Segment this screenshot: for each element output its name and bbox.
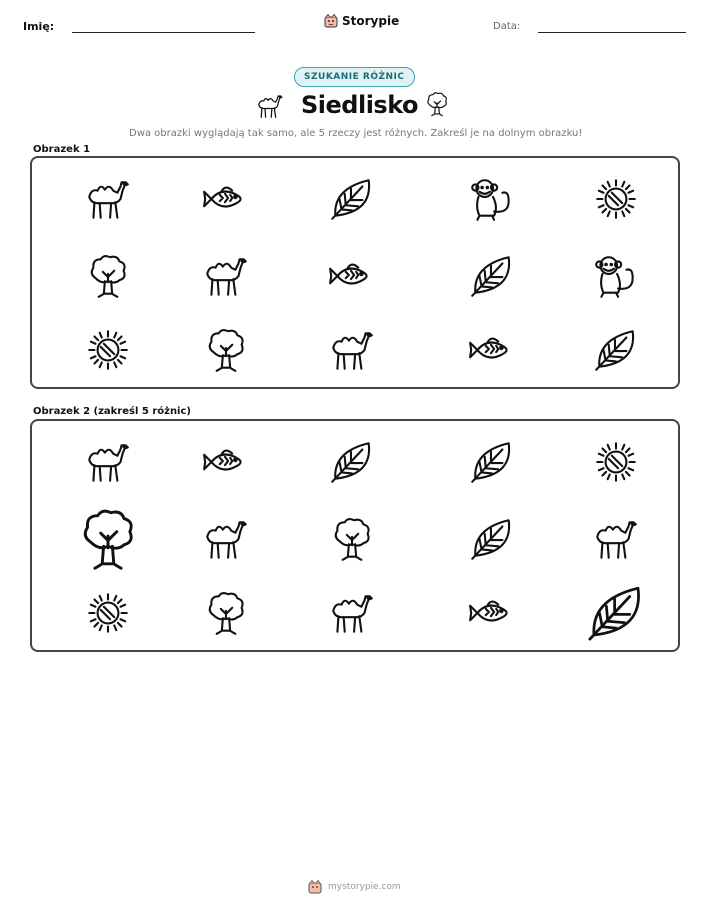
picture1-monkey-icon[interactable]: [591, 251, 641, 301]
brand-name: Storypie: [342, 14, 400, 28]
instructions: Dwa obrazki wyglądają tak samo, ale 5 rzeczy jest różnych. Zakreśl je na dolnym obrazku!: [129, 128, 583, 139]
picture2-label: Obrazek 2 (zakreśl 5 różnic): [33, 406, 191, 417]
picture1-fish-icon[interactable]: [327, 251, 377, 301]
picture1-sun-icon[interactable]: [591, 174, 641, 224]
picture1-leaf-icon[interactable]: [467, 251, 517, 301]
date-label: Data:: [493, 21, 521, 32]
picture1-camel-icon[interactable]: [83, 174, 133, 224]
brand-logo: [324, 14, 399, 28]
picture1-panel[interactable]: [30, 156, 680, 389]
picture2-tree-icon[interactable]: [73, 504, 143, 574]
title-tree-icon: [423, 89, 451, 119]
name-field[interactable]: [72, 32, 255, 33]
picture1-label: Obrazek 1: [33, 144, 91, 155]
activity-badge: SZUKANIE RÓŻNIC: [294, 67, 415, 87]
picture1-sun-icon[interactable]: [83, 325, 133, 375]
footer-site: mystorypie.com: [328, 882, 401, 892]
picture2-sun-icon[interactable]: [591, 437, 641, 487]
picture2-leaf-icon[interactable]: [327, 437, 377, 487]
picture2-camel-icon[interactable]: [327, 588, 377, 638]
picture1-tree-icon[interactable]: [201, 325, 251, 375]
page-title: Siedlisko: [301, 91, 419, 119]
picture1-camel-icon[interactable]: [327, 325, 377, 375]
name-label: Imię:: [23, 20, 55, 33]
date-field[interactable]: [538, 32, 686, 33]
footer: [308, 880, 401, 894]
picture2-camel-icon[interactable]: [83, 437, 133, 487]
title-camel-icon: [255, 91, 285, 121]
picture2-sun-icon[interactable]: [83, 588, 133, 638]
picture2-leaf-icon[interactable]: [467, 437, 517, 487]
picture1-leaf-icon[interactable]: [591, 325, 641, 375]
picture2-camel-icon[interactable]: [591, 514, 641, 564]
picture2-panel[interactable]: [30, 419, 680, 652]
picture1-camel-icon[interactable]: [201, 251, 251, 301]
picture1-monkey-icon[interactable]: [467, 174, 517, 224]
picture1-fish-icon[interactable]: [201, 174, 251, 224]
picture2-tree-icon[interactable]: [327, 514, 377, 564]
storypie-footer-icon: [308, 880, 322, 894]
picture2-camel-icon[interactable]: [201, 514, 251, 564]
picture1-tree-icon[interactable]: [83, 251, 133, 301]
picture2-leaf-icon[interactable]: [583, 580, 649, 646]
picture1-fish-icon[interactable]: [467, 325, 517, 375]
storypie-logo-icon: [324, 14, 338, 28]
picture2-fish-icon[interactable]: [201, 437, 251, 487]
picture2-leaf-icon[interactable]: [467, 514, 517, 564]
picture2-tree-icon[interactable]: [201, 588, 251, 638]
picture1-leaf-icon[interactable]: [327, 174, 377, 224]
picture2-fish-icon[interactable]: [467, 588, 517, 638]
